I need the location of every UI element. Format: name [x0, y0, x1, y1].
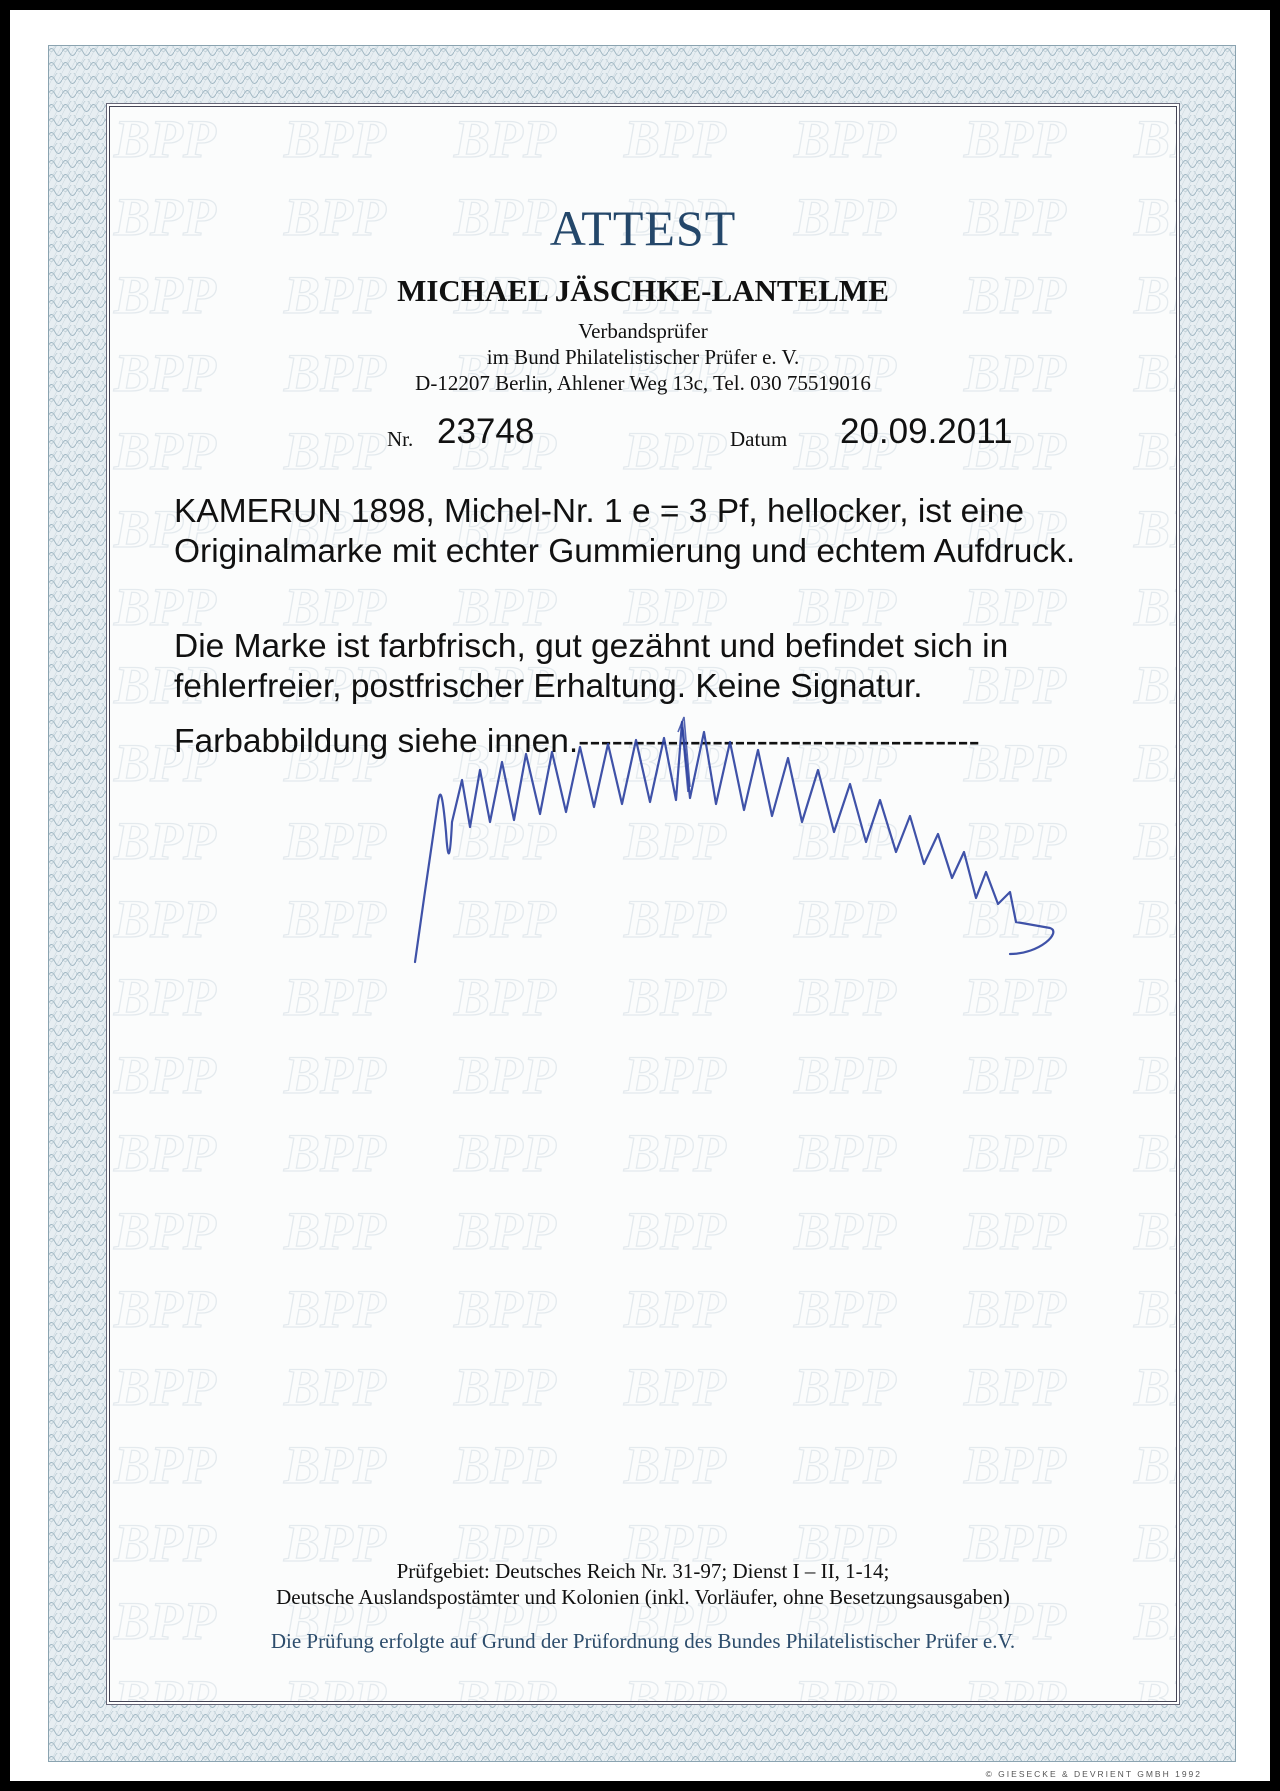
- signature-icon: [410, 692, 1100, 992]
- certificate-date: 20.09.2011: [840, 412, 1013, 451]
- legal-note: Die Prüfung erfolgte auf Grund der Prüfordnung des Bundes Philatelistischer Prüfer e.V.: [270, 1629, 1016, 1653]
- scope-line-2: Deutsche Auslandspostämter und Kolonien (inkl. Vorläufer, ohne Besetzungsausgaben): [276, 1585, 1010, 1609]
- scope-line-1: Prüfgebiet: Deutsches Reich Nr. 31-97; Dienst I – II, 1-14;: [396, 1559, 890, 1583]
- examiner-name: MICHAEL JÄSCHKE-LANTELME: [397, 273, 889, 308]
- printer-imprint: © GIESECKE & DEVRIENT GMBH 1992: [985, 1769, 1202, 1779]
- certificate-sheet: [10, 10, 1270, 1781]
- certificate-number: 23748: [437, 412, 535, 451]
- examiner-association: im Bund Philatelistischer Prüfer e. V.: [486, 345, 800, 369]
- certificate-title: ATTEST: [549, 200, 737, 256]
- stamp-condition: Die Marke ist farbfrisch, gut gezähnt und befindet sich in fehlerfreier, postfrischer Erhaltung. Keine Signatur.: [174, 628, 1009, 705]
- examiner-role: Verbandsprüfer: [578, 319, 708, 343]
- stamp-statement: KAMERUN 1898, Michel-Nr. 1 e = 3 Pf, hellocker, ist eine Originalmarke mit echter Gummierung und echtem Aufdruck.: [174, 493, 1076, 570]
- certificate-panel: [109, 106, 1177, 1702]
- illustration-note: Farbabbildung siehe innen.------------------------------------: [174, 723, 980, 760]
- certificate-date-label: Datum: [730, 427, 788, 451]
- examiner-address: D-12207 Berlin, Ahlener Weg 13c, Tel. 030 75519016: [415, 371, 871, 395]
- certificate-number-label: Nr.: [387, 427, 414, 451]
